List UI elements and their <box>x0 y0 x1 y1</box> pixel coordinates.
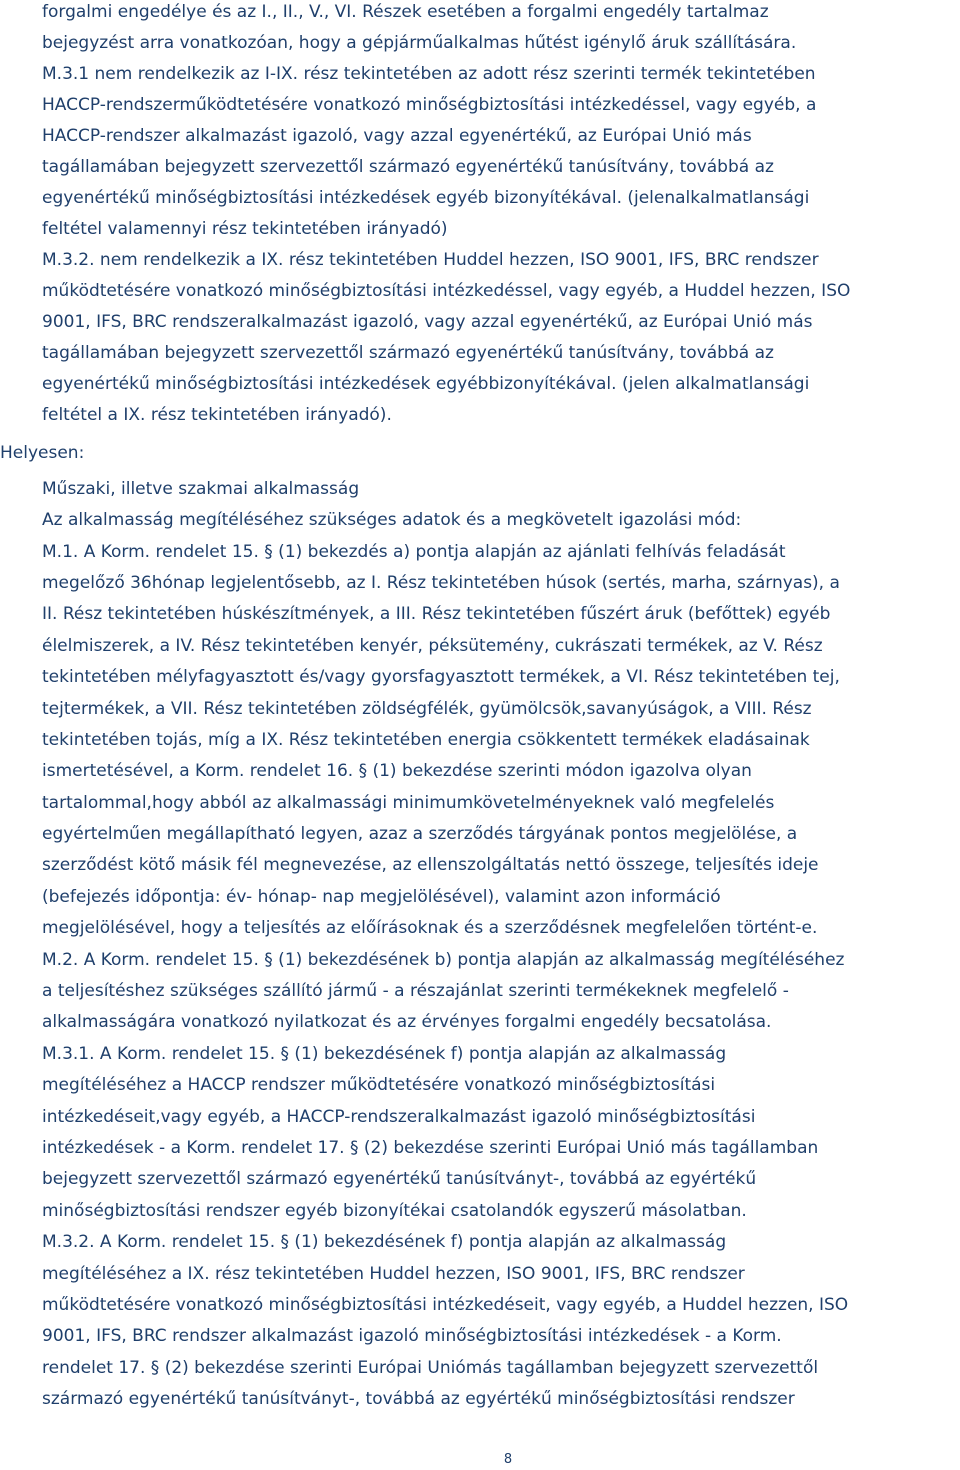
text-line: M.2. A Korm. rendelet 15. § (1) bekezdésének b) pontja alapján az alkalmasság megítéléséhez <box>42 950 845 970</box>
text-line: tekintetében mélyfagyasztott és/vagy gyorsfagyasztott termékek, a VI. Rész tekintetében tej, <box>42 667 840 687</box>
text-line: tagállamában bejegyzett szervezettől származó egyenértékű tanúsítvány, továbbá az <box>42 343 774 363</box>
text-line: HACCP-rendszerműködtetésére vonatkozó minőségbiztosítási intézkedéssel, vagy egyéb, a <box>42 95 817 115</box>
page-number: 8 <box>503 1452 513 1467</box>
text-line: intézkedéseit,vagy egyéb, a HACCP-rendszeralkalmazást igazoló minőségbiztosítási <box>42 1107 756 1127</box>
text-line: egyértelműen megállapítható legyen, azaz a szerződés tárgyának pontos megjelölése, a <box>42 824 798 844</box>
text-line: működtetésére vonatkozó minőségbiztosítási intézkedéseit, vagy egyéb, a Huddel hezzen, ISO <box>42 1295 849 1315</box>
text-line: megelőző 36hónap legjelentősebb, az I. Rész tekintetében húsok (sertés, marha, szárnyas), a <box>42 573 840 593</box>
text-line: tagállamában bejegyzett szervezettől származó egyenértékű tanúsítvány, továbbá az <box>42 157 774 177</box>
text-line: 9001, IFS, BRC rendszeralkalmazást igazoló, vagy azzal egyenértékű, az Európai Unió más <box>42 312 813 332</box>
text-line: élelmiszerek, a IV. Rész tekintetében kenyér, péksütemény, cukrászati termékek, az V. Rész <box>42 636 823 656</box>
text-line: tekintetében tojás, míg a IX. Rész tekintetében energia csökkentett termékek eladásainak <box>42 730 810 750</box>
text-line: M.3.2. nem rendelkezik a IX. rész tekintetében Huddel hezzen, ISO 9001, IFS, BRC rendszer <box>42 250 819 270</box>
section-heading: Helyesen: <box>0 443 85 463</box>
text-line: tejtermékek, a VII. Rész tekintetében zöldségfélék, gyümölcsök,savanyúságok, a VIII. Rész <box>42 699 812 719</box>
text-line: 9001, IFS, BRC rendszer alkalmazást igazoló minőségbiztosítási intézkedések - a Korm. <box>42 1326 782 1346</box>
text-line: egyenértékű minőségbiztosítási intézkedések egyébbizonyítékával. (jelen alkalmatlansági <box>42 374 810 394</box>
text-line: szerződést kötő másik fél megnevezése, az ellenszolgáltatás nettó összege, teljesítés ideje <box>42 855 819 875</box>
text-line: M.3.1. A Korm. rendelet 15. § (1) bekezdésének f) pontja alapján az alkalmasság <box>42 1044 727 1064</box>
text-line: tartalommal,hogy abból az alkalmassági minimumkövetelményeknek való megfelelés <box>42 793 775 813</box>
text-line: megítéléséhez a IX. rész tekintetében Huddel hezzen, ISO 9001, IFS, BRC rendszer <box>42 1264 745 1284</box>
text-line: (befejezés időpontja: év- hónap- nap megjelölésével), valamint azon információ <box>42 887 721 907</box>
text-line: HACCP-rendszer alkalmazást igazoló, vagy azzal egyenértékű, az Európai Unió más <box>42 126 752 146</box>
text-line: ismertetésével, a Korm. rendelet 16. § (1) bekezdése szerinti módon igazolva olyan <box>42 761 752 781</box>
text-line: intézkedések - a Korm. rendelet 17. § (2) bekezdése szerinti Európai Unió más tagállamban <box>42 1138 819 1158</box>
text-line: Az alkalmasság megítéléséhez szükséges adatok és a megkövetelt igazolási mód: <box>42 510 742 530</box>
text-line: M.3.1 nem rendelkezik az I-IX. rész tekintetében az adott rész szerinti termék tekintetében <box>42 64 816 84</box>
text-line: rendelet 17. § (2) bekezdése szerinti Európai Uniómás tagállamban bejegyzett szervezettől <box>42 1358 819 1378</box>
text-line: feltétel a IX. rész tekintetében irányadó). <box>42 405 392 425</box>
text-line: feltétel valamennyi rész tekintetében irányadó) <box>42 219 448 239</box>
text-line: minőségbiztosítási rendszer egyéb bizonyítékai csatolandók egyszerű másolatban. <box>42 1201 747 1221</box>
text-line: egyenértékű minőségbiztosítási intézkedések egyéb bizonyítékával. (jelenalkalmatlansági <box>42 188 810 208</box>
text-line: M.3.2. A Korm. rendelet 15. § (1) bekezdésének f) pontja alapján az alkalmasság <box>42 1232 727 1252</box>
text-line: működtetésére vonatkozó minőségbiztosítási intézkedéssel, vagy egyéb, a Huddel hezzen, ISO <box>42 281 851 301</box>
text-line: bejegyzést arra vonatkozóan, hogy a gépjárműalkalmas hűtést igénylő áruk szállítására. <box>42 33 797 53</box>
text-line: származó egyenértékű tanúsítványt-, továbbá az egyértékű minőségbiztosítási rendszer <box>42 1389 795 1409</box>
text-line: a teljesítéshez szükséges szállító jármű - a részajánlat szerinti termékeknek megfelelő - <box>42 981 789 1001</box>
text-line: bejegyzett szervezettől származó egyenértékű tanúsítványt-, továbbá az egyértékű <box>42 1169 757 1189</box>
text-line: megítéléséhez a HACCP rendszer működtetésére vonatkozó minőségbiztosítási <box>42 1075 716 1095</box>
text-line: megjelölésével, hogy a teljesítés az előírásoknak és a szerződésnek megfelelően történt-e. <box>42 918 818 938</box>
text-line: alkalmasságára vonatkozó nyilatkozat és az érvényes forgalmi engedély becsatolása. <box>42 1012 772 1032</box>
text-line: Műszaki, illetve szakmai alkalmasság <box>42 479 360 499</box>
text-line: forgalmi engedélye és az I., II., V., VI. Részek esetében a forgalmi engedély tartalmaz <box>42 2 769 22</box>
text-line: M.1. A Korm. rendelet 15. § (1) bekezdés a) pontja alapján az ajánlati felhívás feladását <box>42 542 786 562</box>
text-line: II. Rész tekintetében húskészítmények, a III. Rész tekintetében fűszért áruk (befőttek) egyéb <box>42 604 831 624</box>
